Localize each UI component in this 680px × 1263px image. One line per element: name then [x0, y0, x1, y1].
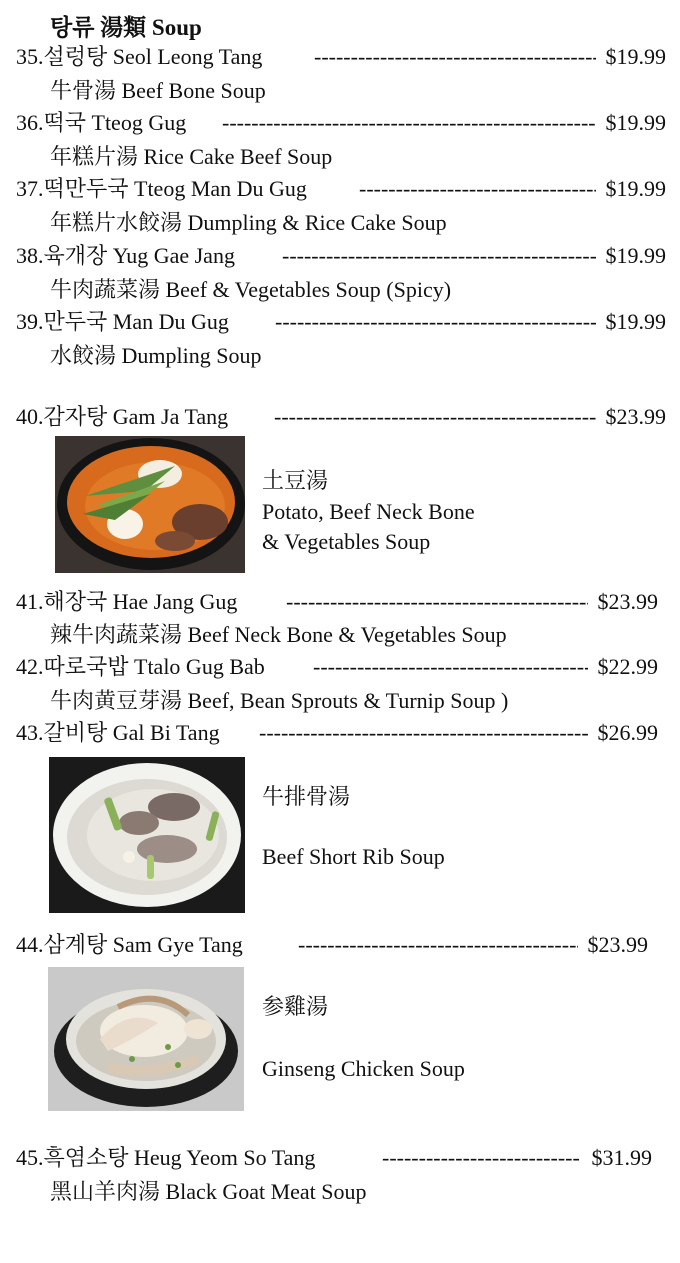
item-name: 갈비탕 Gal Bi Tang: [43, 720, 220, 745]
item-price: $19.99: [605, 243, 666, 268]
menu-item-43: [16, 720, 658, 746]
menu-item-41: [16, 589, 658, 615]
short-rib-soup-photo: [49, 757, 245, 913]
item-name: 떡만두국 Tteog Man Du Gug: [43, 176, 307, 201]
menu-item-36: [16, 110, 666, 136]
item-price: $23.99: [605, 404, 666, 429]
item-name: 해장국 Hae Jang Gug: [43, 589, 238, 614]
item-number: 44.: [16, 932, 44, 957]
item-description-chinese: 土豆湯: [262, 468, 329, 493]
item-price: $22.99: [597, 654, 658, 679]
menu-item-45: [16, 1145, 652, 1171]
item-number: 35.: [16, 44, 44, 69]
item-description-chinese: 参雞湯: [262, 994, 329, 1019]
leader-dots: [313, 654, 588, 680]
menu-item-42: [16, 654, 658, 680]
item-number: 45.: [16, 1145, 44, 1170]
item-price: $23.99: [597, 589, 658, 614]
item-description: Potato, Beef Neck Bone: [262, 499, 475, 524]
leader-dots: [382, 1145, 580, 1171]
item-price: $26.99: [597, 720, 658, 745]
item-subtitle: 水餃湯 Dumpling Soup: [50, 343, 262, 368]
item-price: $19.99: [605, 110, 666, 135]
item-subtitle: 辣牛肉蔬菜湯 Beef Neck Bone & Vegetables Soup: [50, 622, 507, 647]
leader-dots: [282, 243, 596, 269]
item-name: 떡국 Tteog Gug: [43, 110, 187, 135]
item-description: Ginseng Chicken Soup: [262, 1056, 465, 1081]
leader-dots: [359, 176, 596, 202]
leader-dots: [222, 110, 596, 136]
item-name: 육개장 Yug Gae Jang: [43, 243, 235, 268]
item-subtitle: 牛骨湯 Beef Bone Soup: [50, 78, 266, 103]
leader-dots: [275, 309, 596, 335]
item-price: $23.99: [587, 932, 648, 957]
item-number: 38.: [16, 243, 44, 268]
leader-dots: [298, 932, 578, 958]
potato-soup-photo: [55, 436, 245, 573]
item-subtitle: 牛肉蔬菜湯 Beef & Vegetables Soup (Spicy): [50, 277, 452, 302]
item-price: $19.99: [605, 309, 666, 334]
item-number: 37.: [16, 176, 44, 201]
item-description-chinese: 牛排骨湯: [262, 784, 351, 809]
item-number: 43.: [16, 720, 44, 745]
item-name: 따로국밥 Ttalo Gug Bab: [43, 654, 265, 679]
item-number: 41.: [16, 589, 44, 614]
item-description: Beef Short Rib Soup: [262, 844, 445, 869]
leader-dots: [274, 404, 596, 430]
menu-item-44: [16, 932, 648, 958]
item-price: $19.99: [605, 176, 666, 201]
menu-item-39: [16, 309, 666, 335]
section-title: 탕류 湯類 Soup: [50, 15, 202, 40]
item-number: 42.: [16, 654, 44, 679]
item-name: 흑염소탕 Heug Yeom So Tang: [43, 1145, 316, 1170]
item-number: 40.: [16, 404, 44, 429]
item-number: 39.: [16, 309, 44, 334]
menu-item-35: [16, 44, 666, 70]
item-subtitle: 年糕片湯 Rice Cake Beef Soup: [50, 144, 333, 169]
leader-dots: [286, 589, 588, 615]
leader-dots: [314, 44, 596, 70]
item-name: 설렁탕 Seol Leong Tang: [43, 44, 263, 69]
item-subtitle: 年糕片水餃湯 Dumpling & Rice Cake Soup: [50, 210, 447, 235]
item-name: 만두국 Man Du Gug: [43, 309, 229, 334]
item-subtitle: 黑山羊肉湯 Black Goat Meat Soup: [50, 1179, 367, 1204]
menu-item-38: [16, 243, 666, 269]
item-number: 36.: [16, 110, 44, 135]
leader-dots: [259, 720, 588, 746]
item-price: $19.99: [605, 44, 666, 69]
menu-item-40: [16, 404, 666, 430]
item-name: 삼계탕 Sam Gye Tang: [43, 932, 243, 957]
item-name: 감자탕 Gam Ja Tang: [43, 404, 229, 429]
item-price: $31.99: [591, 1145, 652, 1170]
menu-item-37: [16, 176, 666, 202]
item-subtitle: 牛肉黄豆芽湯 Beef, Bean Sprouts & Turnip Soup ): [50, 688, 509, 713]
item-description: & Vegetables Soup: [262, 529, 431, 554]
ginseng-chicken-soup-photo: [48, 967, 244, 1111]
